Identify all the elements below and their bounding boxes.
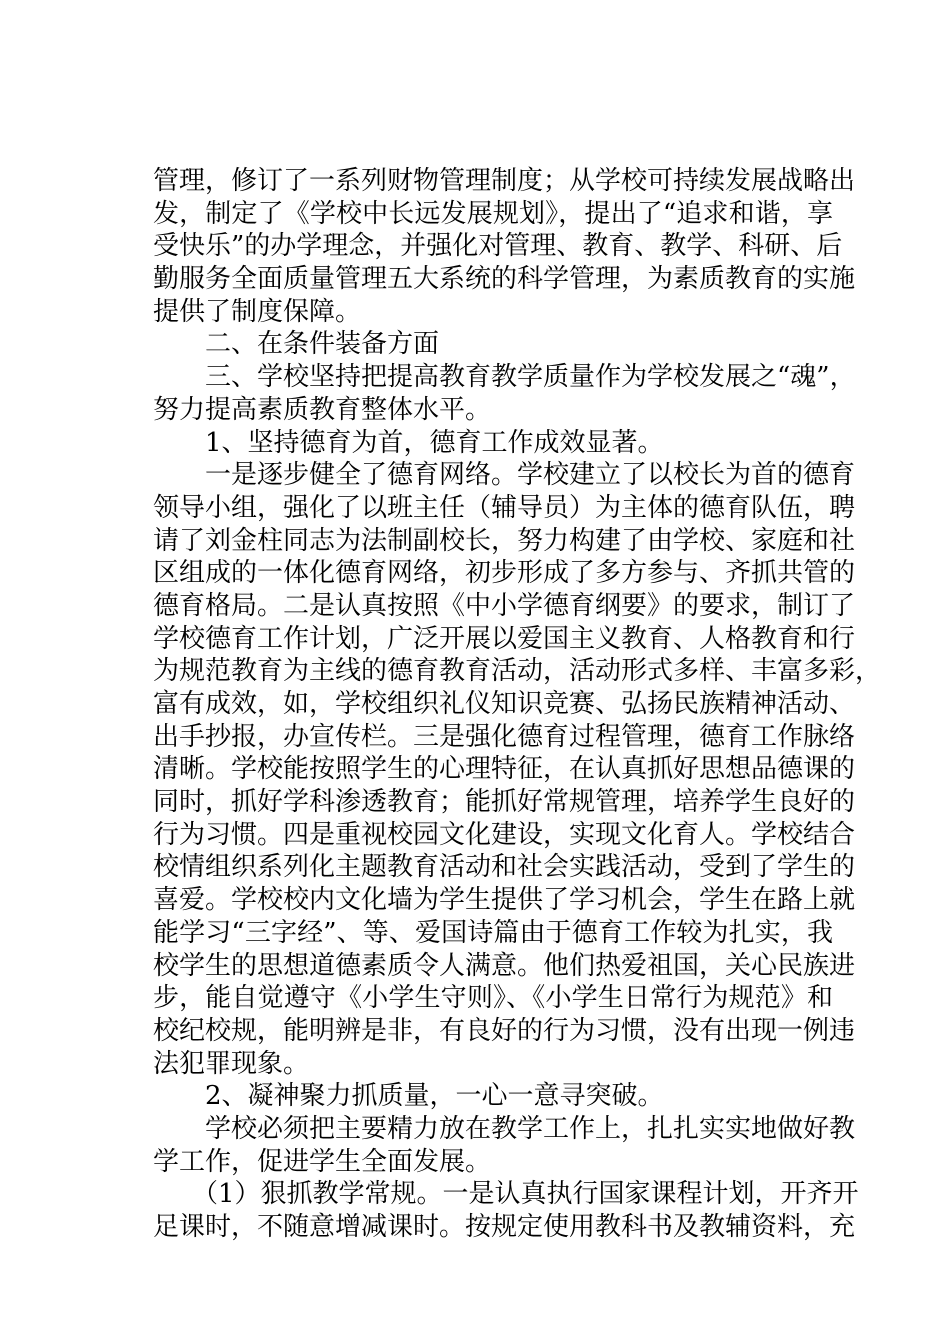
text-line: 二、在条件装备方面 bbox=[153, 329, 440, 360]
text-line: 能学习“三字经”、等、爱国诗篇由于德育工作较为扎实，我 bbox=[153, 917, 833, 948]
text-line: 富有成效，如，学校组织礼仪知识竞赛、弘扬民族精神活动、 bbox=[153, 689, 856, 719]
text-line: 同时，抓好学科渗透教育；能抓好常规管理，培养学生良好的 bbox=[153, 787, 856, 818]
body-text bbox=[153, 165, 882, 1244]
text-line: 校情组织系列化主题教育活动和社会实践活动，受到了学生的 bbox=[153, 852, 856, 883]
text-line: 请了刘金柱同志为法制副校长，努力构建了由学校、家庭和社 bbox=[153, 525, 856, 556]
text-line: 校纪校规，能明辨是非，有良好的行为习惯，没有出现一例违 bbox=[153, 1015, 856, 1046]
text-line: 学工作，促进学生全面发展。 bbox=[153, 1146, 492, 1177]
text-line: 努力提高素质教育整体水平。 bbox=[153, 394, 492, 425]
text-line: 步，能自觉遵守《小学生守则》、《小学生日常行为规范》和 bbox=[153, 983, 833, 1014]
text-line: 出手抄报，办宣传栏。三是强化德育过程管理，德育工作脉络 bbox=[153, 721, 856, 752]
text-line: 德育格局。二是认真按照《中小学德育纲要》的要求，制订了 bbox=[153, 590, 856, 621]
text-line: 学校必须把主要精力放在教学工作上，扎扎实实地做好教 bbox=[153, 1113, 856, 1144]
text-line: 三、学校坚持把提高教育教学质量作为学校发展之“魂”， bbox=[153, 362, 856, 393]
text-line: 清晰。学校能按照学生的心理特征，在认真抓好思想品德课的 bbox=[153, 754, 856, 785]
text-line: 法犯罪现象。 bbox=[153, 1048, 310, 1079]
text-line: 管理，修订了一系列财物管理制度；从学校可持续发展战略出 bbox=[153, 166, 856, 196]
text-line: 区组成的一体化德育网络，初步形成了多方参与、齐抓共管的 bbox=[153, 558, 856, 589]
text-line: 喜爱。学校校内文化墙为学生提供了学习机会，学生在路上就 bbox=[153, 885, 856, 916]
text-line: 行为习惯。四是重视校园文化建设，实现文化育人。学校结合 bbox=[153, 819, 856, 850]
text-line: 足课时，不随意增减课时。按规定使用教科书及教辅资料，充 bbox=[153, 1212, 856, 1242]
text-line: 领导小组，强化了以班主任（辅导员）为主体的德育队伍，聘 bbox=[153, 492, 856, 523]
text-line: 受快乐”的办学理念，并强化对管理、教育、教学、科研、后 bbox=[153, 231, 843, 262]
text-line: 提供了制度保障。 bbox=[153, 296, 362, 327]
text-line: 1、坚持德育为首，德育工作成效显著。 bbox=[153, 427, 664, 458]
text-line: 一是逐步健全了德育网络。学校建立了以校长为首的德育 bbox=[153, 460, 856, 491]
text-line: 发，制定了《学校中长远发展规划》，提出了“追求和谐，享 bbox=[153, 198, 833, 229]
text-line: （1）狠抓教学常规。一是认真执行国家课程计划，开齐开 bbox=[153, 1179, 859, 1210]
text-line: 学校德育工作计划，广泛开展以爱国主义教育、人格教育和行 bbox=[153, 623, 856, 654]
text-line: 2、凝神聚力抓质量，一心一意寻突破。 bbox=[153, 1081, 664, 1112]
text-line: 为规范教育为主线的德育教育活动，活动形式多样、丰富多彩， bbox=[153, 656, 882, 687]
text-line: 勤服务全面质量管理五大系统的科学管理，为素质教育的实施 bbox=[153, 264, 856, 295]
text-line: 校学生的思想道德素质令人满意。他们热爱祖国，关心民族进 bbox=[153, 950, 856, 981]
